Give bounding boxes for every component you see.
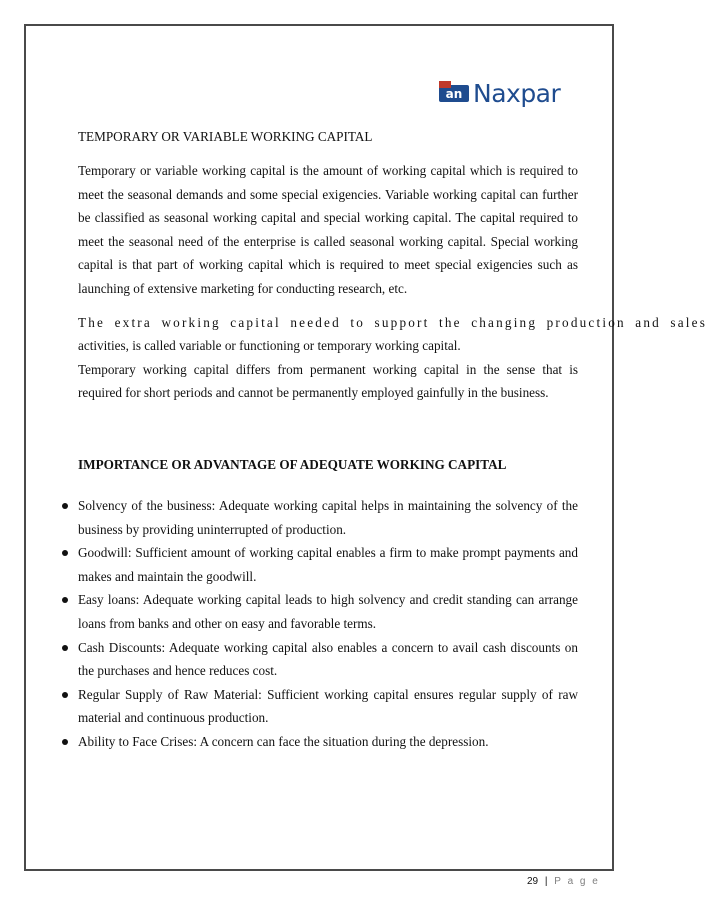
bullet-icon: [62, 503, 68, 509]
bullet-icon: [62, 645, 68, 651]
naxpar-logo: [439, 77, 565, 109]
advantages-list: [62, 494, 578, 754]
list-item-text: Regular Supply of Raw Material: Sufficient working capital ensures regular supply of raw material and continuous production.: [78, 686, 578, 726]
section-heading-temporary-working-capital: TEMPORARY OR VARIABLE WORKING CAPITAL: [78, 129, 373, 144]
list-item-text: Goodwill: Sufficient amount of working capital enables a firm to make prompt payments and makes and maintain the goodwill.: [78, 545, 578, 584]
logo-mark-text: an: [445, 87, 463, 101]
bullet-icon: [62, 692, 68, 698]
list-item: [62, 588, 578, 635]
list-item: [62, 494, 578, 541]
list-item: [62, 636, 578, 683]
paragraph-extra-capital-line-2: activities, is called variable or functioning or temporary working capital.: [78, 338, 461, 354]
page-number: 29: [527, 876, 539, 887]
page-label: P a g e: [554, 876, 600, 887]
paragraph-temporary-differs: Temporary working capital differs from permanent working capital in the sense that is required for short periods and cannot be permanently employed gainfully in the business.: [78, 361, 578, 401]
section-heading-importance: IMPORTANCE OR ADVANTAGE OF ADEQUATE WORKING CAPITAL: [78, 456, 507, 472]
logo-text: Naxpar: [473, 78, 561, 108]
list-item: [62, 683, 578, 730]
page-footer: [527, 876, 600, 887]
bullet-icon: [62, 550, 68, 556]
list-item: [62, 730, 578, 754]
main-content: [78, 125, 707, 476]
list-item: [62, 541, 578, 588]
paragraph-extra-capital-line-1: The extra working capital needed to support the changing production and sales: [78, 314, 707, 330]
list-item-text: Ability to Face Crises: A concern can face the situation during the depression.: [78, 733, 489, 749]
footer-separator: |: [544, 876, 548, 887]
bullet-icon: [62, 739, 68, 745]
bullet-icon: [62, 597, 68, 603]
list-item-text: Solvency of the business: Adequate working capital helps in maintaining the solvency of the business by providing uninterrupted of production.: [78, 498, 578, 537]
list-item-text: Easy loans: Adequate working capital leads to high solvency and credit standing can arrange loans from banks and other on easy and favorable terms.: [78, 592, 578, 631]
list-item-text: Cash Discounts: Adequate working capital also enables a concern to avail cash discounts on the purchases and hence reduces cost.: [78, 639, 578, 679]
naxpar-logo-icon: [439, 81, 469, 105]
paragraph-temporary-definition: Temporary or variable working capital is the amount of working capital which is required to meet the seasonal demands and some special exigencies. Variable working capital can further be classified as seasonal working capital and special working capital. The capital required to meet the seasonal need of the enterprise is called seasonal working capital. Special working capital is that part of working capital which is required to meet special exigencies such as launching of extensive marketing for conducting research, etc.: [78, 163, 578, 296]
